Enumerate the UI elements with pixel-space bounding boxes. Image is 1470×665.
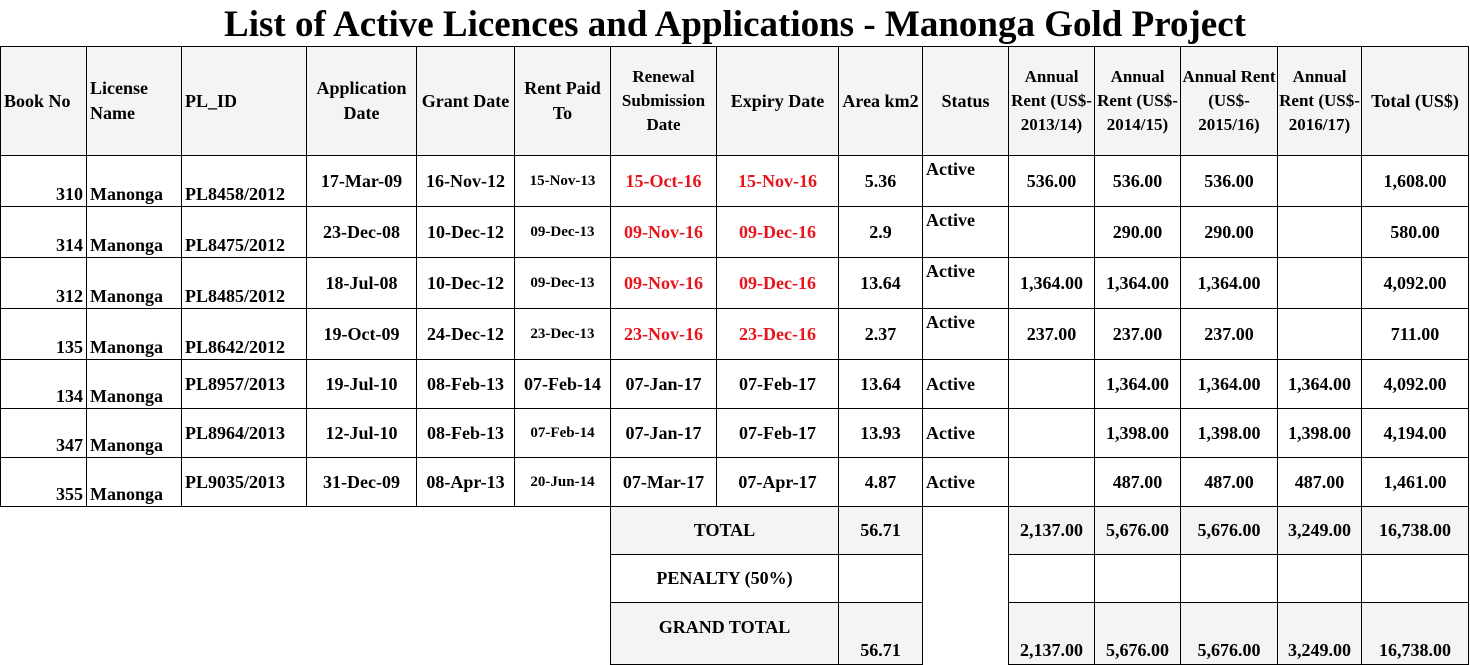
summary-gap	[923, 603, 1009, 665]
cell-rent-2016	[1278, 309, 1362, 360]
cell-rent-2016: 1,364.00	[1278, 360, 1362, 409]
cell-grant-date: 10-Dec-12	[417, 258, 515, 309]
cell-area: 2.9	[839, 207, 923, 258]
summary-penalty-rent-2013	[1009, 555, 1095, 603]
cell-application-date: 19-Oct-09	[307, 309, 417, 360]
summary-penalty-rent-2016	[1278, 555, 1362, 603]
header-rent-2015: Annual Rent (US$- 2015/16)	[1181, 47, 1278, 156]
summary-gap	[923, 507, 1009, 555]
cell-status: Active	[923, 156, 1009, 207]
cell-book-no: 310	[1, 156, 87, 207]
cell-rent-2016: 1,398.00	[1278, 409, 1362, 458]
cell-pl-id: PL8642/2012	[182, 309, 307, 360]
cell-renewal-submission-date: 09-Nov-16	[611, 258, 717, 309]
header-license-name: License Name	[87, 47, 182, 156]
summary-total-total: 16,738.00	[1362, 507, 1469, 555]
table-row	[1, 458, 1469, 507]
cell-license-name: Manonga	[87, 156, 182, 207]
table-row	[1, 309, 1469, 360]
cell-status: Active	[923, 409, 1009, 458]
cell-license-name: Manonga	[87, 309, 182, 360]
cell-total: 4,194.00	[1362, 409, 1469, 458]
cell-rent-2013: 536.00	[1009, 156, 1095, 207]
cell-grant-date: 08-Apr-13	[417, 458, 515, 507]
cell-rent-2014: 290.00	[1095, 207, 1181, 258]
cell-grant-date: 10-Dec-12	[417, 207, 515, 258]
summary-penalty-rent-2015	[1181, 555, 1278, 603]
summary-grand-total-rent-2013: 2,137.00	[1009, 603, 1095, 665]
summary-penalty-rent-2014	[1095, 555, 1181, 603]
cell-license-name: Manonga	[87, 458, 182, 507]
table-row	[1, 409, 1469, 458]
header-grant-date: Grant Date	[417, 47, 515, 156]
cell-rent-2013	[1009, 458, 1095, 507]
cell-rent-paid-to: 23-Dec-13	[515, 309, 611, 360]
cell-rent-2013	[1009, 207, 1095, 258]
cell-rent-paid-to: 15-Nov-13	[515, 156, 611, 207]
header-expiry-date: Expiry Date	[717, 47, 839, 156]
cell-pl-id: PL8485/2012	[182, 258, 307, 309]
header-rent-2013: Annual Rent (US$- 2013/14)	[1009, 47, 1095, 156]
cell-book-no: 314	[1, 207, 87, 258]
cell-status: Active	[923, 258, 1009, 309]
cell-pl-id: PL8957/2013	[182, 360, 307, 409]
cell-area: 5.36	[839, 156, 923, 207]
cell-license-name: Manonga	[87, 360, 182, 409]
summary-total-rent-2015: 5,676.00	[1181, 507, 1278, 555]
table-row	[1, 360, 1469, 409]
cell-grant-date: 16-Nov-12	[417, 156, 515, 207]
header-renewal-submission-date: Renewal Submission Date	[611, 47, 717, 156]
cell-total: 1,461.00	[1362, 458, 1469, 507]
cell-area: 13.93	[839, 409, 923, 458]
table-row	[1, 258, 1469, 309]
cell-renewal-submission-date: 09-Nov-16	[611, 207, 717, 258]
cell-rent-paid-to: 09-Dec-13	[515, 258, 611, 309]
cell-total: 580.00	[1362, 207, 1469, 258]
cell-rent-2014: 487.00	[1095, 458, 1181, 507]
summary-gap	[923, 555, 1009, 603]
cell-rent-2013: 237.00	[1009, 309, 1095, 360]
summary-total-rent-2016: 3,249.00	[1278, 507, 1362, 555]
cell-application-date: 19-Jul-10	[307, 360, 417, 409]
summary-penalty-area	[839, 555, 923, 603]
cell-renewal-submission-date: 07-Jan-17	[611, 409, 717, 458]
header-rent-2014: Annual Rent (US$- 2014/15)	[1095, 47, 1181, 156]
summary-total-area: 56.71	[839, 507, 923, 555]
cell-pl-id: PL8458/2012	[182, 156, 307, 207]
table-row	[1, 156, 1469, 207]
licences-table	[0, 46, 1469, 665]
cell-pl-id: PL8964/2013	[182, 409, 307, 458]
header-area: Area km2	[839, 47, 923, 156]
header-book-no: Book No	[1, 47, 87, 156]
summary-spacer	[1, 603, 611, 665]
cell-application-date: 18-Jul-08	[307, 258, 417, 309]
summary-grand-total-label: GRAND TOTAL	[611, 603, 839, 665]
cell-expiry-date: 07-Feb-17	[717, 409, 839, 458]
cell-rent-2014: 1,364.00	[1095, 360, 1181, 409]
cell-rent-2016	[1278, 207, 1362, 258]
cell-rent-2014: 237.00	[1095, 309, 1181, 360]
cell-rent-paid-to: 07-Feb-14	[515, 360, 611, 409]
cell-status: Active	[923, 458, 1009, 507]
header-total: Total (US$)	[1362, 47, 1469, 156]
summary-row-grand-total	[1, 603, 1469, 665]
cell-total: 1,608.00	[1362, 156, 1469, 207]
cell-rent-2013	[1009, 409, 1095, 458]
cell-rent-2015: 536.00	[1181, 156, 1278, 207]
summary-spacer	[1, 555, 611, 603]
cell-expiry-date: 07-Feb-17	[717, 360, 839, 409]
summary-row-total	[1, 507, 1469, 555]
header-status: Status	[923, 47, 1009, 156]
summary-spacer	[1, 507, 611, 555]
cell-expiry-date: 23-Dec-16	[717, 309, 839, 360]
cell-renewal-submission-date: 23-Nov-16	[611, 309, 717, 360]
cell-book-no: 355	[1, 458, 87, 507]
page-title: List of Active Licences and Applications - Manonga Gold Project	[224, 4, 1246, 45]
summary-grand-total-area: 56.71	[839, 603, 923, 665]
summary-row-penalty	[1, 555, 1469, 603]
cell-area: 13.64	[839, 360, 923, 409]
cell-book-no: 347	[1, 409, 87, 458]
cell-status: Active	[923, 207, 1009, 258]
cell-expiry-date: 09-Dec-16	[717, 258, 839, 309]
cell-grant-date: 08-Feb-13	[417, 360, 515, 409]
cell-rent-2015: 237.00	[1181, 309, 1278, 360]
cell-renewal-submission-date: 07-Mar-17	[611, 458, 717, 507]
cell-status: Active	[923, 309, 1009, 360]
cell-application-date: 31-Dec-09	[307, 458, 417, 507]
cell-rent-2015: 1,364.00	[1181, 258, 1278, 309]
cell-rent-2015: 487.00	[1181, 458, 1278, 507]
cell-application-date: 17-Mar-09	[307, 156, 417, 207]
summary-total-rent-2013: 2,137.00	[1009, 507, 1095, 555]
cell-book-no: 312	[1, 258, 87, 309]
summary-penalty-label: PENALTY (50%)	[611, 555, 839, 603]
cell-total: 711.00	[1362, 309, 1469, 360]
cell-pl-id: PL9035/2013	[182, 458, 307, 507]
cell-expiry-date: 15-Nov-16	[717, 156, 839, 207]
cell-rent-2016: 487.00	[1278, 458, 1362, 507]
summary-grand-total-rent-2014: 5,676.00	[1095, 603, 1181, 665]
cell-rent-2014: 1,398.00	[1095, 409, 1181, 458]
summary-total-rent-2014: 5,676.00	[1095, 507, 1181, 555]
cell-rent-2013: 1,364.00	[1009, 258, 1095, 309]
cell-renewal-submission-date: 07-Jan-17	[611, 360, 717, 409]
cell-book-no: 135	[1, 309, 87, 360]
cell-license-name: Manonga	[87, 409, 182, 458]
summary-grand-total-total: 16,738.00	[1362, 603, 1469, 665]
summary-grand-total-rent-2016: 3,249.00	[1278, 603, 1362, 665]
cell-rent-paid-to: 20-Jun-14	[515, 458, 611, 507]
cell-rent-2016	[1278, 258, 1362, 309]
cell-rent-paid-to: 09-Dec-13	[515, 207, 611, 258]
summary-penalty-total	[1362, 555, 1469, 603]
cell-grant-date: 08-Feb-13	[417, 409, 515, 458]
cell-rent-2016	[1278, 156, 1362, 207]
cell-expiry-date: 07-Apr-17	[717, 458, 839, 507]
cell-status: Active	[923, 360, 1009, 409]
cell-application-date: 12-Jul-10	[307, 409, 417, 458]
cell-area: 4.87	[839, 458, 923, 507]
cell-total: 4,092.00	[1362, 360, 1469, 409]
summary-total-label: TOTAL	[611, 507, 839, 555]
summary-grand-total-rent-2015: 5,676.00	[1181, 603, 1278, 665]
cell-rent-2014: 1,364.00	[1095, 258, 1181, 309]
cell-expiry-date: 09-Dec-16	[717, 207, 839, 258]
header-pl-id: PL_ID	[182, 47, 307, 156]
cell-rent-2013	[1009, 360, 1095, 409]
cell-rent-2014: 536.00	[1095, 156, 1181, 207]
header-application-date: Application Date	[307, 47, 417, 156]
cell-application-date: 23-Dec-08	[307, 207, 417, 258]
cell-area: 13.64	[839, 258, 923, 309]
cell-renewal-submission-date: 15-Oct-16	[611, 156, 717, 207]
header-rent-2016: Annual Rent (US$- 2016/17)	[1278, 47, 1362, 156]
cell-rent-paid-to: 07-Feb-14	[515, 409, 611, 458]
cell-license-name: Manonga	[87, 258, 182, 309]
cell-area: 2.37	[839, 309, 923, 360]
cell-pl-id: PL8475/2012	[182, 207, 307, 258]
cell-grant-date: 24-Dec-12	[417, 309, 515, 360]
cell-rent-2015: 1,398.00	[1181, 409, 1278, 458]
cell-total: 4,092.00	[1362, 258, 1469, 309]
cell-book-no: 134	[1, 360, 87, 409]
table-row	[1, 207, 1469, 258]
header-rent-paid-to: Rent Paid To	[515, 47, 611, 156]
cell-rent-2015: 1,364.00	[1181, 360, 1278, 409]
cell-rent-2015: 290.00	[1181, 207, 1278, 258]
cell-license-name: Manonga	[87, 207, 182, 258]
header-row	[1, 47, 1469, 156]
